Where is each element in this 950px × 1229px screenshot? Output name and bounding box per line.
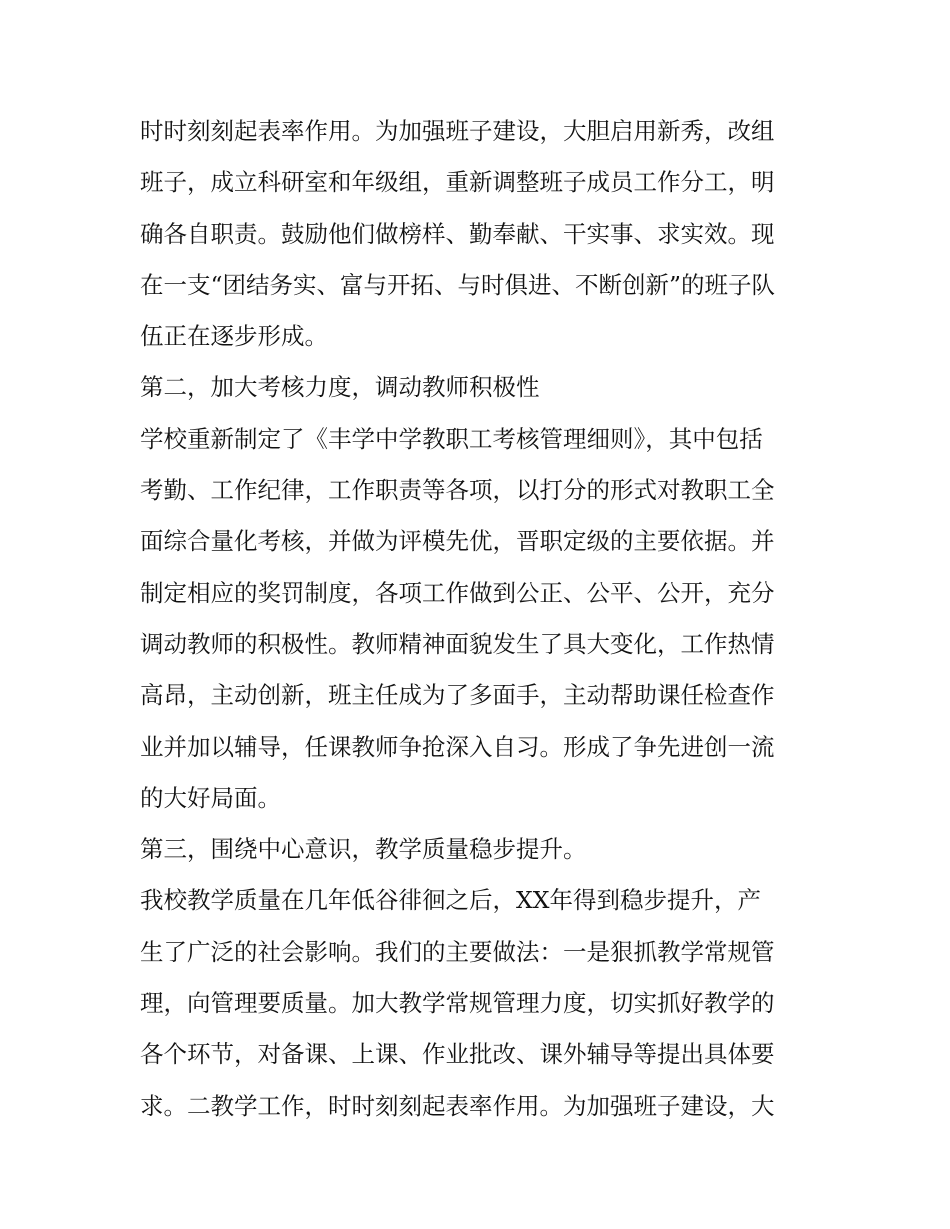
- section-heading: 第三，围绕中心意识，教学质量稳步提升。: [140, 835, 587, 864]
- text-line: 学校重新制定了《丰学中学教职工考核管理细则》，其中包括: [140, 424, 763, 453]
- text-line: 在一支“团结务实、富与开拓、与时俱进、不断创新”的班子队: [140, 270, 776, 299]
- text-line: 各个环节，对备课、上课、作业批改、课外辅导等提出具体要: [140, 1040, 775, 1069]
- text-line: 制定相应的奖罚制度，各项工作做到公正、公平、公开，充分: [140, 578, 775, 607]
- text-line: 理，向管理要质量。加大教学常规管理力度，切实抓好教学的: [140, 989, 775, 1018]
- text-line: 的大好局面。: [140, 783, 281, 812]
- text-line: 求。二教学工作，时时刻刻起表率作用。为加强班子建设，大: [140, 1091, 775, 1120]
- text-line: 生了广泛的社会影响。我们的主要做法：一是狠抓教学常规管: [140, 937, 775, 966]
- text-line: 考勤、工作纪律，工作职责等各项，以打分的形式对教职工全: [140, 476, 775, 505]
- text-line: 时时刻刻起表率作用。为加强班子建设，大胆启用新秀，改组: [140, 117, 775, 145]
- body-text: [140, 106, 820, 1132]
- text-line: 调动教师的积极性。教师精神面貌发生了具大变化，工作热情: [140, 629, 775, 658]
- text-line: 班子，成立科研室和年级组，重新调整班子成员工作分工，明: [140, 168, 775, 197]
- section-heading: 第二，加大考核力度，调动教师积极性: [140, 373, 540, 402]
- text-line: 我校教学质量在几年低谷徘徊之后，XX年得到稳步提升，产: [140, 886, 761, 915]
- text-line: 伍正在逐步形成。: [140, 322, 328, 351]
- text-line: 高昂，主动创新，班主任成为了多面手，主动帮助课任检查作: [140, 681, 775, 710]
- text-line: 确各自职责。鼓励他们做榜样、勤奉献、干实事、求实效。现: [140, 219, 775, 248]
- text-line: 业并加以辅导，任课教师争抢深入自习。形成了争先进创一流: [140, 732, 775, 761]
- text-line: 面综合量化考核，并做为评模先优，晋职定级的主要依据。并: [140, 527, 775, 556]
